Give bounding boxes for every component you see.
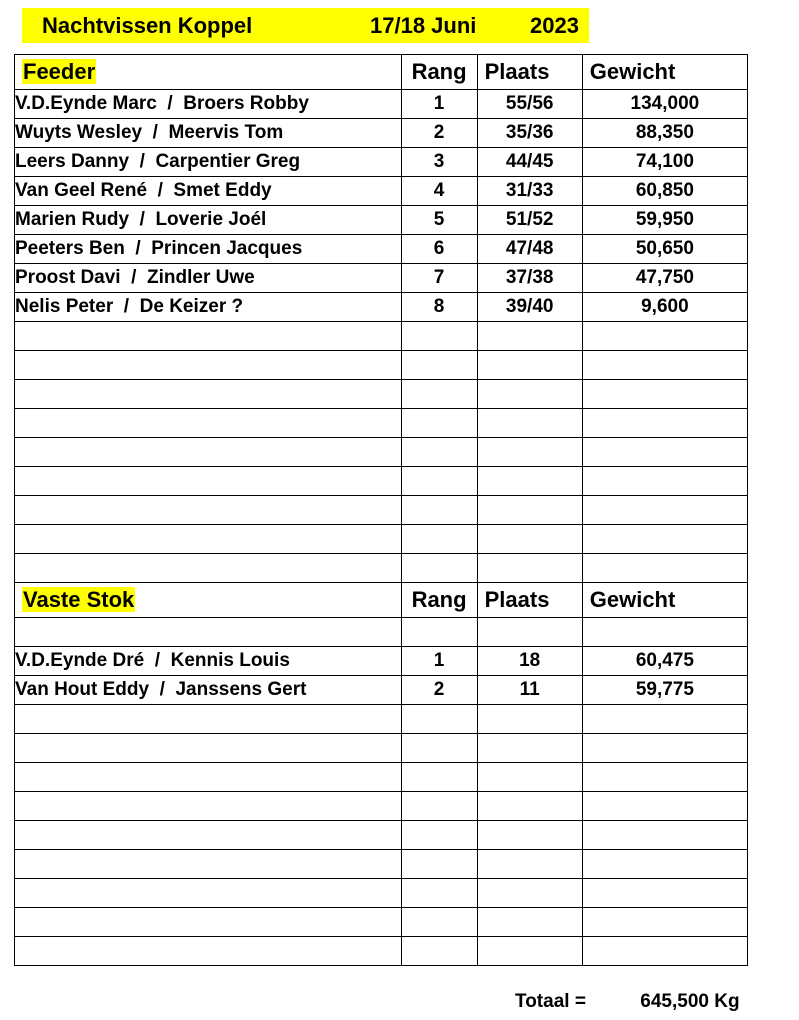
rang-cell: [401, 908, 477, 937]
team-names: [15, 850, 402, 879]
gewicht-cell: 134,000: [582, 90, 747, 119]
total-line: [515, 991, 740, 1013]
team-names: [15, 206, 402, 235]
rang-cell: 2: [401, 119, 477, 148]
plaats-cell: 39/40: [477, 293, 582, 322]
team-names: [15, 409, 402, 438]
plaats-cell: [477, 467, 582, 496]
table-row: [15, 879, 748, 908]
angler-2: De Keizer ?: [139, 296, 244, 317]
plaats-cell: 35/36: [477, 119, 582, 148]
table-row: [15, 90, 748, 119]
table-row: [15, 763, 748, 792]
gewicht-cell: [582, 763, 747, 792]
gewicht-cell: 59,775: [582, 676, 747, 705]
results-table: [14, 54, 748, 966]
column-header-gewicht: Gewicht: [582, 583, 747, 618]
pair-separator: /: [149, 679, 176, 700]
angler-2: Janssens Gert: [175, 679, 307, 700]
table-row: [15, 438, 748, 467]
angler-2: Smet Eddy: [173, 180, 272, 201]
feeder-header-row: [15, 55, 748, 90]
rang-cell: 5: [401, 206, 477, 235]
vaste_stok-heading-label: Vaste Stok: [23, 587, 135, 612]
table-row: [15, 119, 748, 148]
rang-cell: [401, 734, 477, 763]
angler-1: Van Hout Eddy: [15, 679, 150, 700]
team-names: [15, 763, 402, 792]
table-row: [15, 177, 748, 206]
team-names: [15, 293, 402, 322]
plaats-cell: [477, 908, 582, 937]
plaats-cell: [477, 618, 582, 647]
total-value: 645,500 Kg: [640, 991, 740, 1012]
table-row: [15, 322, 748, 351]
angler-1: Leers Danny: [15, 151, 130, 172]
team-names: [15, 496, 402, 525]
gewicht-cell: [582, 438, 747, 467]
rang-cell: 1: [401, 647, 477, 676]
rang-cell: 8: [401, 293, 477, 322]
table-row: [15, 734, 748, 763]
table-row: [15, 467, 748, 496]
gewicht-cell: [582, 525, 747, 554]
column-header-gewicht: Gewicht: [582, 55, 747, 90]
table-row: [15, 850, 748, 879]
angler-2: Zindler Uwe: [147, 267, 255, 288]
team-names: [15, 351, 402, 380]
angler-1: V.D.Eynde Dré: [15, 650, 145, 671]
column-header-plaats: Plaats: [477, 583, 582, 618]
gewicht-cell: [582, 821, 747, 850]
rang-cell: [401, 618, 477, 647]
rang-cell: [401, 322, 477, 351]
table-row: [15, 647, 748, 676]
angler-1: Van Geel René: [15, 180, 148, 201]
gewicht-cell: [582, 467, 747, 496]
table-row: [15, 554, 748, 583]
table-row: [15, 937, 748, 966]
angler-2: Broers Robby: [183, 93, 309, 114]
gewicht-cell: [582, 908, 747, 937]
table-row: [15, 792, 748, 821]
angler-2: Kennis Louis: [170, 650, 290, 671]
rang-cell: [401, 879, 477, 908]
plaats-cell: 44/45: [477, 148, 582, 177]
team-names: [15, 937, 402, 966]
plaats-cell: [477, 409, 582, 438]
pair-separator: /: [113, 296, 140, 317]
plaats-cell: 37/38: [477, 264, 582, 293]
gewicht-cell: [582, 409, 747, 438]
plaats-cell: [477, 351, 582, 380]
team-names: [15, 879, 402, 908]
team-names: [15, 119, 402, 148]
table-row: [15, 525, 748, 554]
feeder-heading: [15, 55, 402, 90]
team-names: [15, 322, 402, 351]
title-event-name: Nachtvissen Koppel: [42, 13, 253, 38]
gewicht-cell: [582, 618, 747, 647]
gewicht-cell: 60,850: [582, 177, 747, 206]
table-row: [15, 380, 748, 409]
pair-separator: /: [129, 151, 156, 172]
rang-cell: [401, 380, 477, 409]
rang-cell: [401, 792, 477, 821]
title-date: 17/18 Juni: [370, 13, 477, 38]
table-row: [15, 206, 748, 235]
team-names: [15, 705, 402, 734]
rang-cell: [401, 763, 477, 792]
pair-separator: /: [120, 267, 147, 288]
table-row: [15, 496, 748, 525]
angler-2: Loverie Joél: [155, 209, 267, 230]
table-row: [15, 293, 748, 322]
plaats-cell: 31/33: [477, 177, 582, 206]
angler-2: Princen Jacques: [151, 238, 303, 259]
plaats-cell: [477, 734, 582, 763]
rang-cell: [401, 937, 477, 966]
pair-separator: /: [156, 93, 184, 114]
table-row: [15, 409, 748, 438]
team-names: [15, 264, 402, 293]
gewicht-cell: 59,950: [582, 206, 747, 235]
plaats-cell: 51/52: [477, 206, 582, 235]
team-names: [15, 618, 402, 647]
rang-cell: [401, 467, 477, 496]
vaste_stok-heading: [15, 583, 402, 618]
team-names: [15, 380, 402, 409]
angler-2: Carpentier Greg: [155, 151, 301, 172]
plaats-cell: 47/48: [477, 235, 582, 264]
rang-cell: [401, 351, 477, 380]
team-names: [15, 647, 402, 676]
plaats-cell: [477, 554, 582, 583]
pair-separator: /: [142, 122, 169, 143]
vaste_stok-header-row: [15, 583, 748, 618]
plaats-cell: [477, 763, 582, 792]
angler-1: Marien Rudy: [15, 209, 130, 230]
rang-cell: 1: [401, 90, 477, 119]
plaats-cell: 55/56: [477, 90, 582, 119]
angler-1: Proost Davi: [15, 267, 121, 288]
gewicht-cell: [582, 734, 747, 763]
rang-cell: [401, 409, 477, 438]
team-names: [15, 821, 402, 850]
gewicht-cell: [582, 496, 747, 525]
pair-separator: /: [129, 209, 156, 230]
plaats-cell: [477, 792, 582, 821]
table-row: [15, 264, 748, 293]
gewicht-cell: 50,650: [582, 235, 747, 264]
plaats-cell: [477, 438, 582, 467]
angler-1: Wuyts Wesley: [15, 122, 143, 143]
rang-cell: [401, 554, 477, 583]
plaats-cell: [477, 705, 582, 734]
page-title: [22, 8, 589, 43]
table-row: [15, 908, 748, 937]
team-names: [15, 90, 402, 119]
total-label: Totaal =: [515, 991, 586, 1012]
plaats-cell: [477, 850, 582, 879]
angler-2: Meervis Tom: [168, 122, 284, 143]
rang-cell: 3: [401, 148, 477, 177]
plaats-cell: [477, 821, 582, 850]
gewicht-cell: 60,475: [582, 647, 747, 676]
rang-cell: 6: [401, 235, 477, 264]
pair-separator: /: [147, 180, 174, 201]
rang-cell: [401, 496, 477, 525]
feeder-heading-label: Feeder: [23, 59, 96, 84]
column-header-rang: Rang: [401, 55, 477, 90]
table-row: [15, 705, 748, 734]
team-names: [15, 438, 402, 467]
team-names: [15, 467, 402, 496]
plaats-cell: [477, 322, 582, 351]
team-names: [15, 148, 402, 177]
gewicht-cell: [582, 322, 747, 351]
table-row: [15, 618, 748, 647]
team-names: [15, 676, 402, 705]
column-header-plaats: Plaats: [477, 55, 582, 90]
angler-1: Peeters Ben: [15, 238, 125, 259]
rang-cell: 2: [401, 676, 477, 705]
pair-separator: /: [124, 238, 152, 259]
plaats-cell: [477, 937, 582, 966]
plaats-cell: 18: [477, 647, 582, 676]
rang-cell: [401, 850, 477, 879]
table-row: [15, 821, 748, 850]
gewicht-cell: [582, 937, 747, 966]
gewicht-cell: [582, 792, 747, 821]
gewicht-cell: 88,350: [582, 119, 747, 148]
team-names: [15, 792, 402, 821]
plaats-cell: 11: [477, 676, 582, 705]
plaats-cell: [477, 525, 582, 554]
team-names: [15, 235, 402, 264]
team-names: [15, 908, 402, 937]
rang-cell: [401, 525, 477, 554]
rang-cell: [401, 821, 477, 850]
table-row: [15, 351, 748, 380]
table-row: [15, 676, 748, 705]
gewicht-cell: 9,600: [582, 293, 747, 322]
pair-separator: /: [144, 650, 171, 671]
table-row: [15, 235, 748, 264]
rang-cell: [401, 438, 477, 467]
gewicht-cell: [582, 850, 747, 879]
gewicht-cell: [582, 705, 747, 734]
gewicht-cell: [582, 380, 747, 409]
rang-cell: 7: [401, 264, 477, 293]
table-row: [15, 148, 748, 177]
gewicht-cell: [582, 351, 747, 380]
rang-cell: 4: [401, 177, 477, 206]
angler-1: Nelis Peter: [15, 296, 114, 317]
gewicht-cell: [582, 879, 747, 908]
gewicht-cell: [582, 554, 747, 583]
gewicht-cell: 74,100: [582, 148, 747, 177]
column-header-rang: Rang: [401, 583, 477, 618]
rang-cell: [401, 705, 477, 734]
team-names: [15, 554, 402, 583]
plaats-cell: [477, 380, 582, 409]
plaats-cell: [477, 879, 582, 908]
title-year: 2023: [530, 13, 579, 38]
angler-1: V.D.Eynde Marc: [15, 93, 157, 114]
team-names: [15, 734, 402, 763]
team-names: [15, 177, 402, 206]
team-names: [15, 525, 402, 554]
plaats-cell: [477, 496, 582, 525]
gewicht-cell: 47,750: [582, 264, 747, 293]
